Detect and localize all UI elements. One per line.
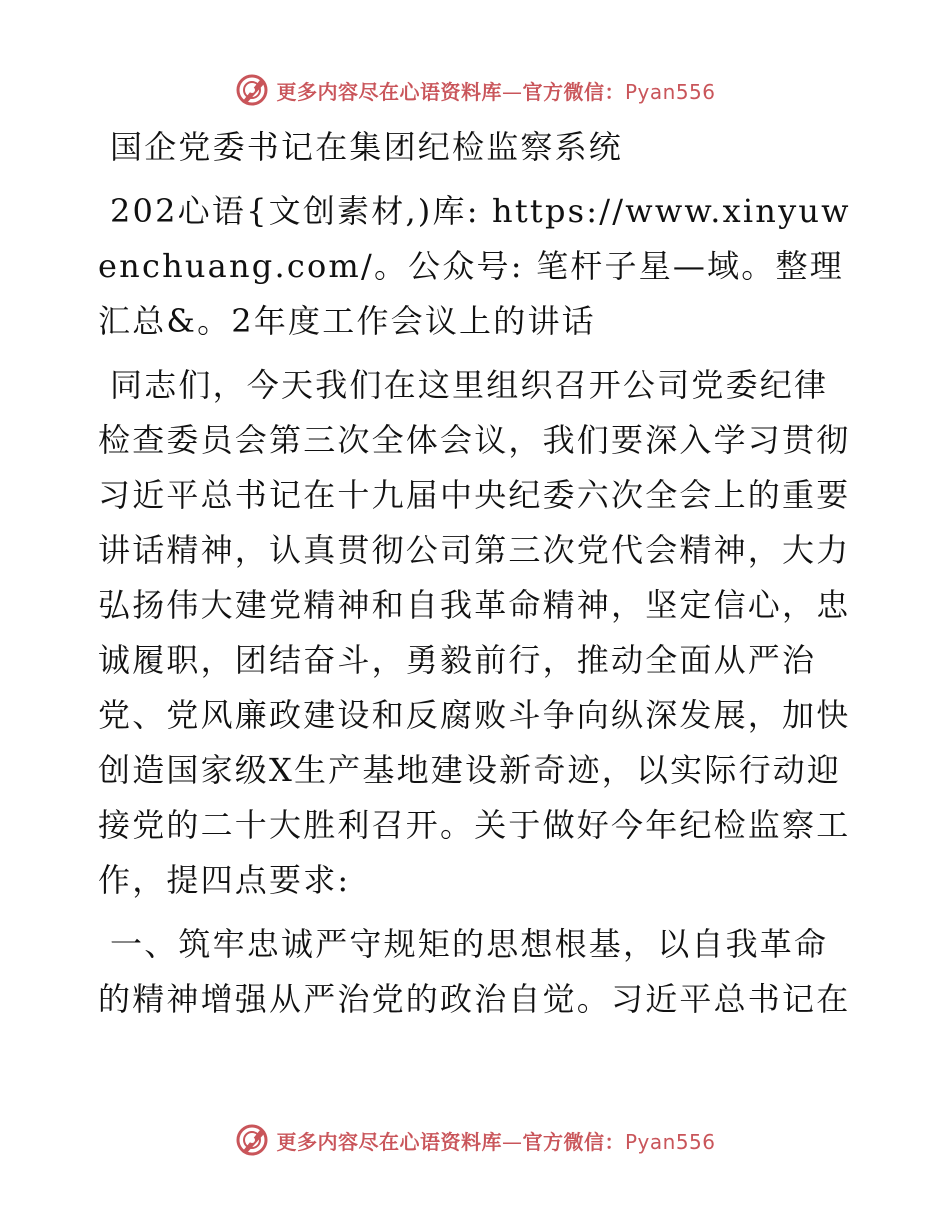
watermark-separator: — [501, 79, 523, 104]
watermark-brand: 更多内容尽在心语资料库 [276, 79, 502, 104]
pen-circle-logo-icon [234, 1122, 270, 1158]
paragraph-2-text: 同志们，今天我们在这里组织召开公司党委纪律检查委员会第三次全体会议，我们要深入学习贯彻习近平总书记在十九届中央纪委六次全会上的重要讲话精神，认真贯彻公司第三次党代会精神，大力弘扬伟大建党精神和自我革命精神，坚定信心，忠诚履职，团结奋斗，勇毅前行，推动全面从严治党、党风廉政建设和反腐败斗争向纵深发展，加快创造国家级X生产基地建设新奇迹，以实际行动迎接党的二十大胜利召开。关于做好今年纪检监察工作，提四点要求: [98, 366, 851, 899]
paragraph-3-text: 一、筑牢忠诚严守规矩的思想根基，以自我革命的精神增强从严治党的政治自觉。习近平总书记在 [98, 925, 851, 1018]
watermark-header [0, 70, 950, 110]
watermark-label: 官方微信： [522, 79, 625, 104]
watermark-separator: — [501, 1129, 523, 1154]
watermark-account: Pyan556 [624, 1129, 716, 1154]
paragraph-2 [98, 358, 853, 908]
watermark-footer [0, 1120, 950, 1160]
document-body [98, 120, 853, 1027]
pen-circle-logo-icon [234, 72, 270, 108]
watermark-account: Pyan556 [624, 79, 716, 104]
paragraph-3 [98, 917, 853, 1027]
watermark-label: 官方微信： [522, 1129, 625, 1154]
document-title-text: 国企党委书记在集团纪检监察系统 [110, 128, 624, 166]
paragraph-1-text: 202心语{文创素材,)库: https://www.xinyuwenchuang.com/。公众号: 笔杆子星—域。整理汇总&。2年度工作会议上的讲话 [98, 192, 851, 340]
watermark-text [276, 1126, 715, 1155]
paragraph-1 [98, 184, 853, 349]
watermark-brand: 更多内容尽在心语资料库 [276, 1129, 502, 1154]
document-title [98, 120, 853, 175]
watermark-text [276, 76, 715, 105]
